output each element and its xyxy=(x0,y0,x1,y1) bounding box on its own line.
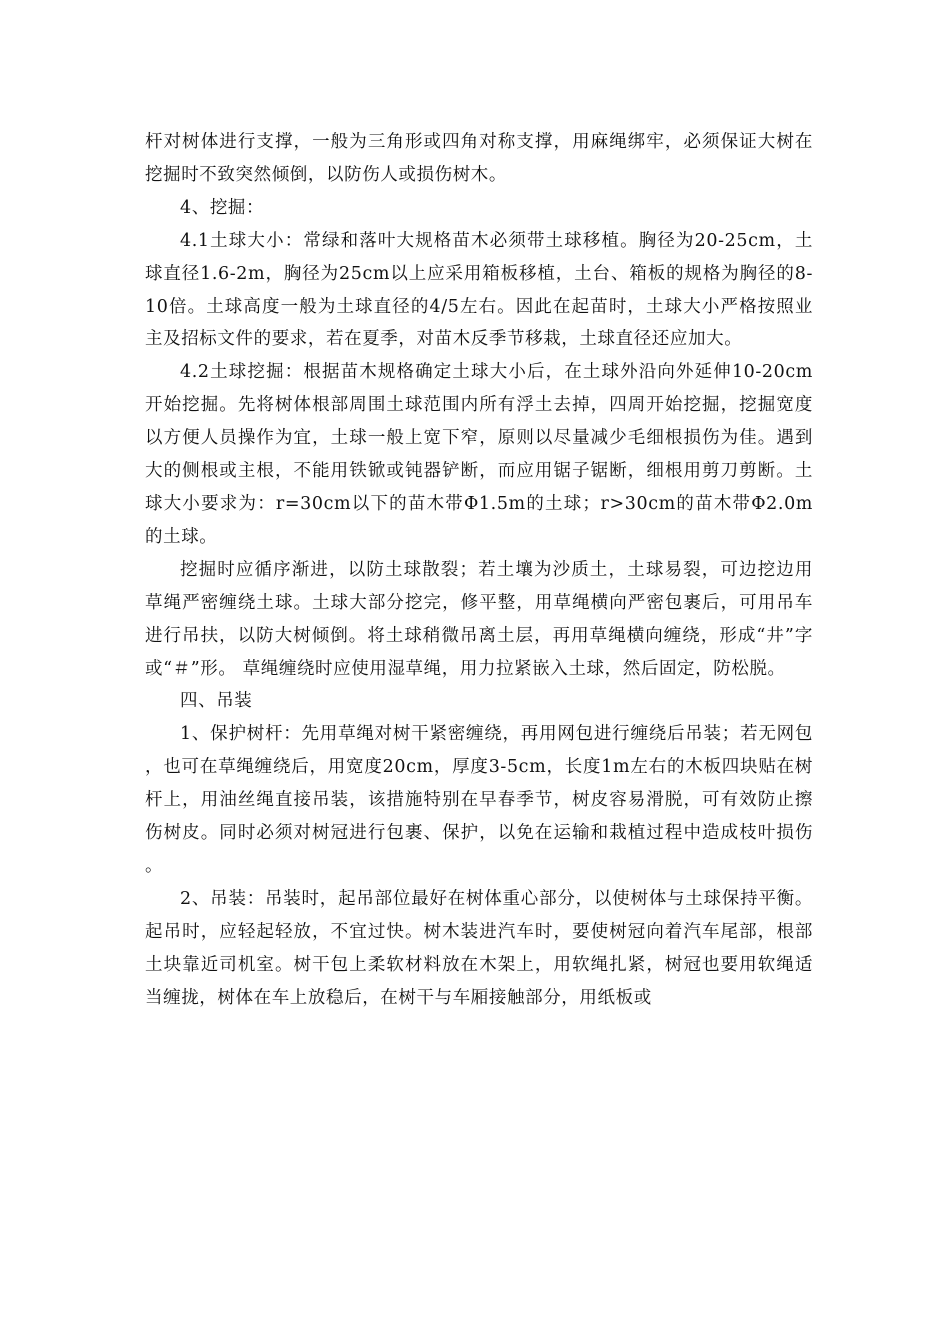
paragraph-hoisting-procedure: 2、吊装：吊装时，起吊部位最好在树体重心部分，以使树体与土球保持平衡。起吊时，应轻起轻放，不宜过快。树木装进汽车时，要使树冠向着汽车尾部，根部土块靠近司机室。树干包上柔软材料放在木架上，用软绳扎紧，树冠也要用软绳适当缠拢，树体在车上放稳后，在树干与车厢接触部分，用纸板或 xyxy=(145,888,813,1008)
heading-excavation: 4、挖掘： xyxy=(180,197,265,218)
paragraph-soil-ball-excavation: 4.2土球挖掘：根据苗木规格确定土球大小后，在土球外沿向外延伸10-20cm开始挖掘。先将树体根部周围土球范围内所有浮土去掉，四周开始挖掘，挖掘宽度以方便人员操作为宜，土球一般上宽下窄，原则以尽量减少毛细根损伤为佳。遇到大的侧根或主根，不能用铁锨或钝器铲断，而应用锯子锯断，细根用剪刀剪断。土球大小要求为：r=30cm以下的苗木带Φ1.5m的土球；r>30cm的苗木带Φ2.0m的土球。 xyxy=(145,362,813,547)
paragraph-excavation-process: 挖掘时应循序渐进，以防土球散裂；若土壤为沙质土，土球易裂，可边挖边用草绳严密缠绕土球。土球大部分挖完，修平整，用草绳横向严密包裹后，可用吊车进行吊扶，以防大树倾倒。将土球稍微吊离土层，再用草绳横向缠绕，形成“井”字或“＃”形。 草绳缠绕时应使用湿草绳，用力拉紧嵌入土球，然后固定，防松脱。 xyxy=(145,559,813,679)
document-body xyxy=(145,126,813,1014)
paragraph-soil-ball-size: 4.1土球大小：常绿和落叶大规格苗木必须带土球移植。胸径为20-25cm，土球直径1.6-2m，胸径为25cm以上应采用箱板移植，土台、箱板的规格为胸径的8-10倍。土球高度一般为土球直径的4/5左右。因此在起苗时，土球大小严格按照业主及招标文件的要求，若在夏季，对苗木反季节移栽，土球直径还应加大。 xyxy=(145,230,813,350)
heading-hoisting: 四、吊装 xyxy=(180,691,253,712)
paragraph-protect-trunk: 1、保护树杆：先用草绳对树干紧密缠绕，再用网包进行缠绕后吊装；若无网包，也可在草绳缠绕后，用宽度20cm，厚度3-5cm，长度1m左右的木板四块贴在树杆上，用油丝绳直接吊装，该措施特别在早春季节，树皮容易滑脱，可有效防止擦伤树皮。同时必须对树冠进行包裹、保护，以免在运输和栽植过程中造成枝叶损伤。 xyxy=(145,724,813,876)
paragraph-support-continuation: 杆对树体进行支撑，一般为三角形或四角对称支撑，用麻绳绑牢，必须保证大树在挖掘时不致突然倾倒，以防伤人或损伤树木。 xyxy=(145,132,813,185)
